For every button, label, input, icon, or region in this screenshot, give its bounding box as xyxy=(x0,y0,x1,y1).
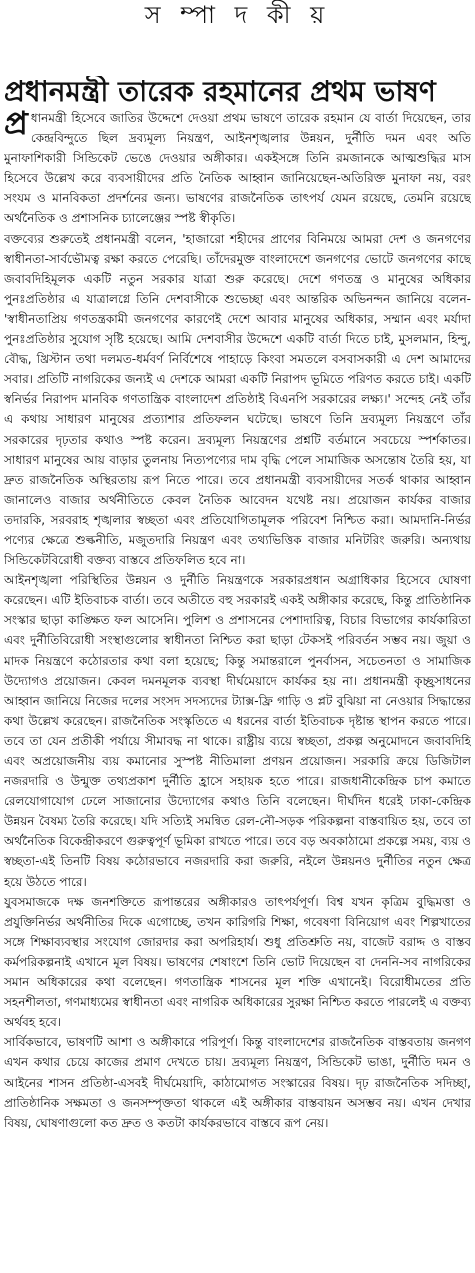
headline: প্রধানমন্ত্রী তারেক রহমানের প্রথম ভাষণ xyxy=(4,76,436,108)
paragraph: আইনশৃঙ্খলা পরিস্থিতির উন্নয়ন ও দুর্নীতি নিয়ন্ত্রণকে সরকারপ্রধান অগ্রাধিকার হিসেবে ঘোষণা করেছেন। এটি ইতিবাচক বার্তা। তবে অতীতে বহু সরকারই একই অঙ্গীকার করেছে, কিন্তু প্রাতিষ্ঠানিক সংস্কার ছাড়া কাঙ্ক্ষিত ফল আসেনি। পুলিশ ও প্রশাসনের পেশাদারিত্ব, বিচার বিভাগের কার্যকারিতা এবং দুর্নীতিবিরোধী সংস্থাগুলোর স্বাধীনতা নিশ্চিত করা ছাড়া টেকসই পরিবর্তন সম্ভব নয়। জুয়া ও মাদক নিয়ন্ত্রণে কঠোরতার কথা বলা হয়েছে; কিন্তু সমান্তরালে পুনর্বাসন, সচেতনতা ও সামাজিক উদ্যোগও প্রয়োজন। কেবল দমনমূলক ব্যবস্থা দীর্ঘমেয়াদে কার্যকর হয় না। প্রধানমন্ত্রী কৃচ্ছ্রসাধনের আহ্বান জানিয়ে নিজের দলের সংসদ সদস্যদের ট্যাক্স-ফ্রি গাড়ি ও প্লট বুঝিয়া না নেওয়ার সিদ্ধান্তের কথা উল্লেখ করেছেন। রাজনৈতিক সংস্কৃতিতে এ ধরনের বার্তা ইতিবাচক দৃষ্টান্ত স্থাপন করতে পারে। তবে তা যেন প্রতীকী পর্যায়ে সীমাবদ্ধ না থাকে। রাষ্ট্রীয় ব্যয়ে স্বচ্ছতা, প্রকল্প অনুমোদনে জবাবদিহি এবং অপ্রয়োজনীয় ব্যয় কমানোর সুস্পষ্ট নীতিমালা প্রণয়ন প্রয়োজন। সরকারি ক্রয়ে ডিজিটাল নজরদারি ও উন্মুক্ত তথ্যপ্রকাশ দুর্নীতি হ্রাসে সহায়ক হতে পারে। রাজধানীকেন্দ্রিক চাপ কমাতে রেলযোগাযোগ ঢেলে সাজানোর উদ্যোগের কথাও তিনি বলেছেন। দীর্ঘদিন ধরেই ঢাকা-কেন্দ্রিক উন্নয়ন বৈষম্য তৈরি করেছে। যদি সত্যিই সমন্বিত রেল-নৌ-সড়ক পরিকল্পনা বাস্তবায়িত হয়, তবে তা অর্থনৈতিক বিকেন্দ্রীকরণে গুরুত্বপূর্ণ ভূমিকা রাখতে পারে। তবে বড় অবকাঠামো প্রকল্পে সময়, ব্যয় ও স্বচ্ছতা-এই তিনটি বিষয় কঠোরভাবে নজরদারি করা জরুরি, নইলে উন্নয়নও দুর্নীতির নতুন ক্ষেত্র হয়ে উঠতে পারে। xyxy=(4,573,471,889)
paragraph: বক্তব্যের শুরুতেই প্রধানমন্ত্রী বলেন, 'হাজারো শহীদের প্রাণের বিনিময়ে আমরা দেশ ও জনগণের স্বাধীনতা-সার্বভৌমত্ব রক্ষা করতে পেরেছি। তাঁদেরমুক্ত বাংলাদেশে জনগণের ভোটে জনগণের কাছে জবাবদিহিমূলক একটি নতুন সরকার যাত্রা শুরু করেছে। দেশে গণতন্ত্র ও মানুষের অধিকার পুনঃপ্রতিষ্ঠার এ যাত্রালগ্নে তিনি দেশবাসীকে শুভেচ্ছা এবং আন্তরিক অভিনন্দন জানিয়ে বলেন- 'স্বাধীনতাপ্রিয় গণতন্ত্রকামী জনগণের কারণেই দেশে আবার মানুষের অধিকার, সম্মান এবং মর্যাদা পুনঃপ্রতিষ্ঠার সুযোগ সৃষ্টি হয়েছে। আমি দেশবাসীর উদ্দেশে একটি বার্তা দিতে চাই, মুসলমান, হিন্দু, বৌদ্ধ, খ্রিস্টান তথা দলমত-ধর্মবর্ণ নির্বিশেষে পাহাড়ে কিংবা সমতলে বসবাসকারী এ দেশ আমাদের সবার। প্রতিটি নাগরিকের জন্যই এ দেশকে আমরা একটি নিরাপদ ভূমিতে পরিণত করতে চাই। একটি স্বনির্ভর নিরাপদ মানবিক গণতান্ত্রিক বাংলাদেশ প্রতিষ্ঠাই বিএনপি সরকারের লক্ষ্য।' সন্দেহ নেই তাঁর এ কথায় সাধারণ মানুষের প্রত্যাশার প্রতিফলন ঘটেছে। ভাষণে তিনি দ্রব্যমূল্য নিয়ন্ত্রণে তাঁর সরকারের দৃঢ়তার কথাও স্পষ্ট করেন। দ্রব্যমূল্য নিয়ন্ত্রণের প্রশ্নটি বর্তমানে সবচেয়ে স্পর্শকাতর। সাধারণ মানুষের আয় বাড়ার তুলনায় নিত্যপণ্যের দাম বৃদ্ধি পেলে সামাজিক অসন্তোষ তৈরি হয়, যা দ্রুত রাজনৈতিক অস্থিরতায় রূপ নিতে পারে। তবে প্রধানমন্ত্রী ব্যবসায়ীদের সতর্ক থাকার আহ্বান জানালেও বাজার অর্থনীতিতে কেবল নৈতিক আবেদন যথেষ্ট নয়। প্রয়োজন কার্যকর বাজার তদারকি, সরবরাহ শৃঙ্খলার স্বচ্ছতা এবং প্রতিযোগিতামূলক পরিবেশ নিশ্চিত করা। আমদানি-নির্ভর পণ্যের ক্ষেত্রে শুল্কনীতি, মজুতদারি নিয়ন্ত্রণ এবং তথ্যভিত্তিক বাজার মনিটরিং জরুরি। অন্যথায় সিন্ডিকেটবিরোধী বক্তব্য বাস্তবে প্রতিফলিত হবে না। xyxy=(4,231,471,568)
section-title: স ম্পা দ কী য় xyxy=(144,1,331,29)
paragraph: যুবসমাজকে দক্ষ জনশক্তিতে রূপান্তরের অঙ্গীকারও তাৎপর্যপূর্ণ। বিশ্ব যখন কৃত্রিম বুদ্ধিমত্তা ও প্রযুক্তিনির্ভর অর্থনীতির দিকে এগোচ্ছে, তখন কারিগরি শিক্ষা, গবেষণা বিনিয়োগ এবং শিল্পখাতের সঙ্গে শিক্ষাব্যবস্থার সংযোগ জোরদার করা অপরিহার্য। শুধু প্রতিশ্রুতি নয়, বাজেট বরাদ্দ ও বাস্তব কর্মপরিকল্পনাই এখানে মূল বিষয়। ভাষণের শেষাংশে তিনি ভোট দিয়েছেন বা দেননি-সব নাগরিকের সমান অধিকারের কথা বলেছেন। গণতান্ত্রিক শাসনের মূল শক্তি এখানেই। বিরোধীমতের প্রতি সহনশীলতা, গণমাধ্যমের স্বাধীনতা এবং নাগরিক অধিকারের সুরক্ষা নিশ্চিত করতে পারলেই এ বক্তব্য অর্থবহ হবে। xyxy=(4,894,471,1030)
paragraph xyxy=(4,108,471,229)
drop-cap: প্র xyxy=(4,108,28,142)
article-body xyxy=(4,108,471,1270)
paragraph-text: ধানমন্ত্রী হিসেবে জাতির উদ্দেশে দেওয়া প্রথম ভাষণে তারেক রহমান যে বার্তা দিয়েছেন, তার কেন্দ্রবিন্দুতে ছিল দ্রব্যমূল্য নিয়ন্ত্রণ, আইনশৃঙ্খলার উন্নয়ন, দুর্নীতি দমন এবং অতি মুনাফাশিকারী সিন্ডিকেট ভেঙে দেওয়ার অঙ্গীকার। একইসঙ্গে তিনি রমজানকে আত্মশুদ্ধির মাস হিসেবে উল্লেখ করে ব্যবসায়ীদের প্রতি নৈতিক আহ্বান জানিয়েছেন-অতিরিক্ত মুনাফা নয়, বরং সংযম ও মানবিকতা প্রদর্শনের জন্য। ভাষণের রাজনৈতিক তাৎপর্য যেমন রয়েছে, তেমনি রয়েছে অর্থনৈতিক ও প্রশাসনিক চ্যালেঞ্জের স্পষ্ট স্বীকৃতি। xyxy=(4,111,471,226)
paragraph: সার্বিকভাবে, ভাষণটি আশা ও অঙ্গীকারে পরিপূর্ণ। কিন্তু বাংলাদেশের রাজনৈতিক বাস্তবতায় জনগণ এখন কথার চেয়ে কাজের প্রমাণ দেখতে চায়। দ্রব্যমূল্য নিয়ন্ত্রণ, সিন্ডিকেট ভাঙা, দুর্নীতি দমন ও আইনের শাসন প্রতিষ্ঠা-এসবই দীর্ঘমেয়াদি, কাঠামোগত সংস্কারের বিষয়। দৃঢ় রাজনৈতিক সদিচ্ছা, প্রাতিষ্ঠানিক সক্ষমতা ও জনসম্পৃক্ততা থাকলে এই অঙ্গীকার বাস্তবায়ন অসম্ভব নয়। এখন দেখার বিষয়, ঘোষণাগুলো কত দ্রুত ও কতটা কার্যকরভাবে বাস্তবে রূপ নেয়। xyxy=(4,1035,471,1130)
